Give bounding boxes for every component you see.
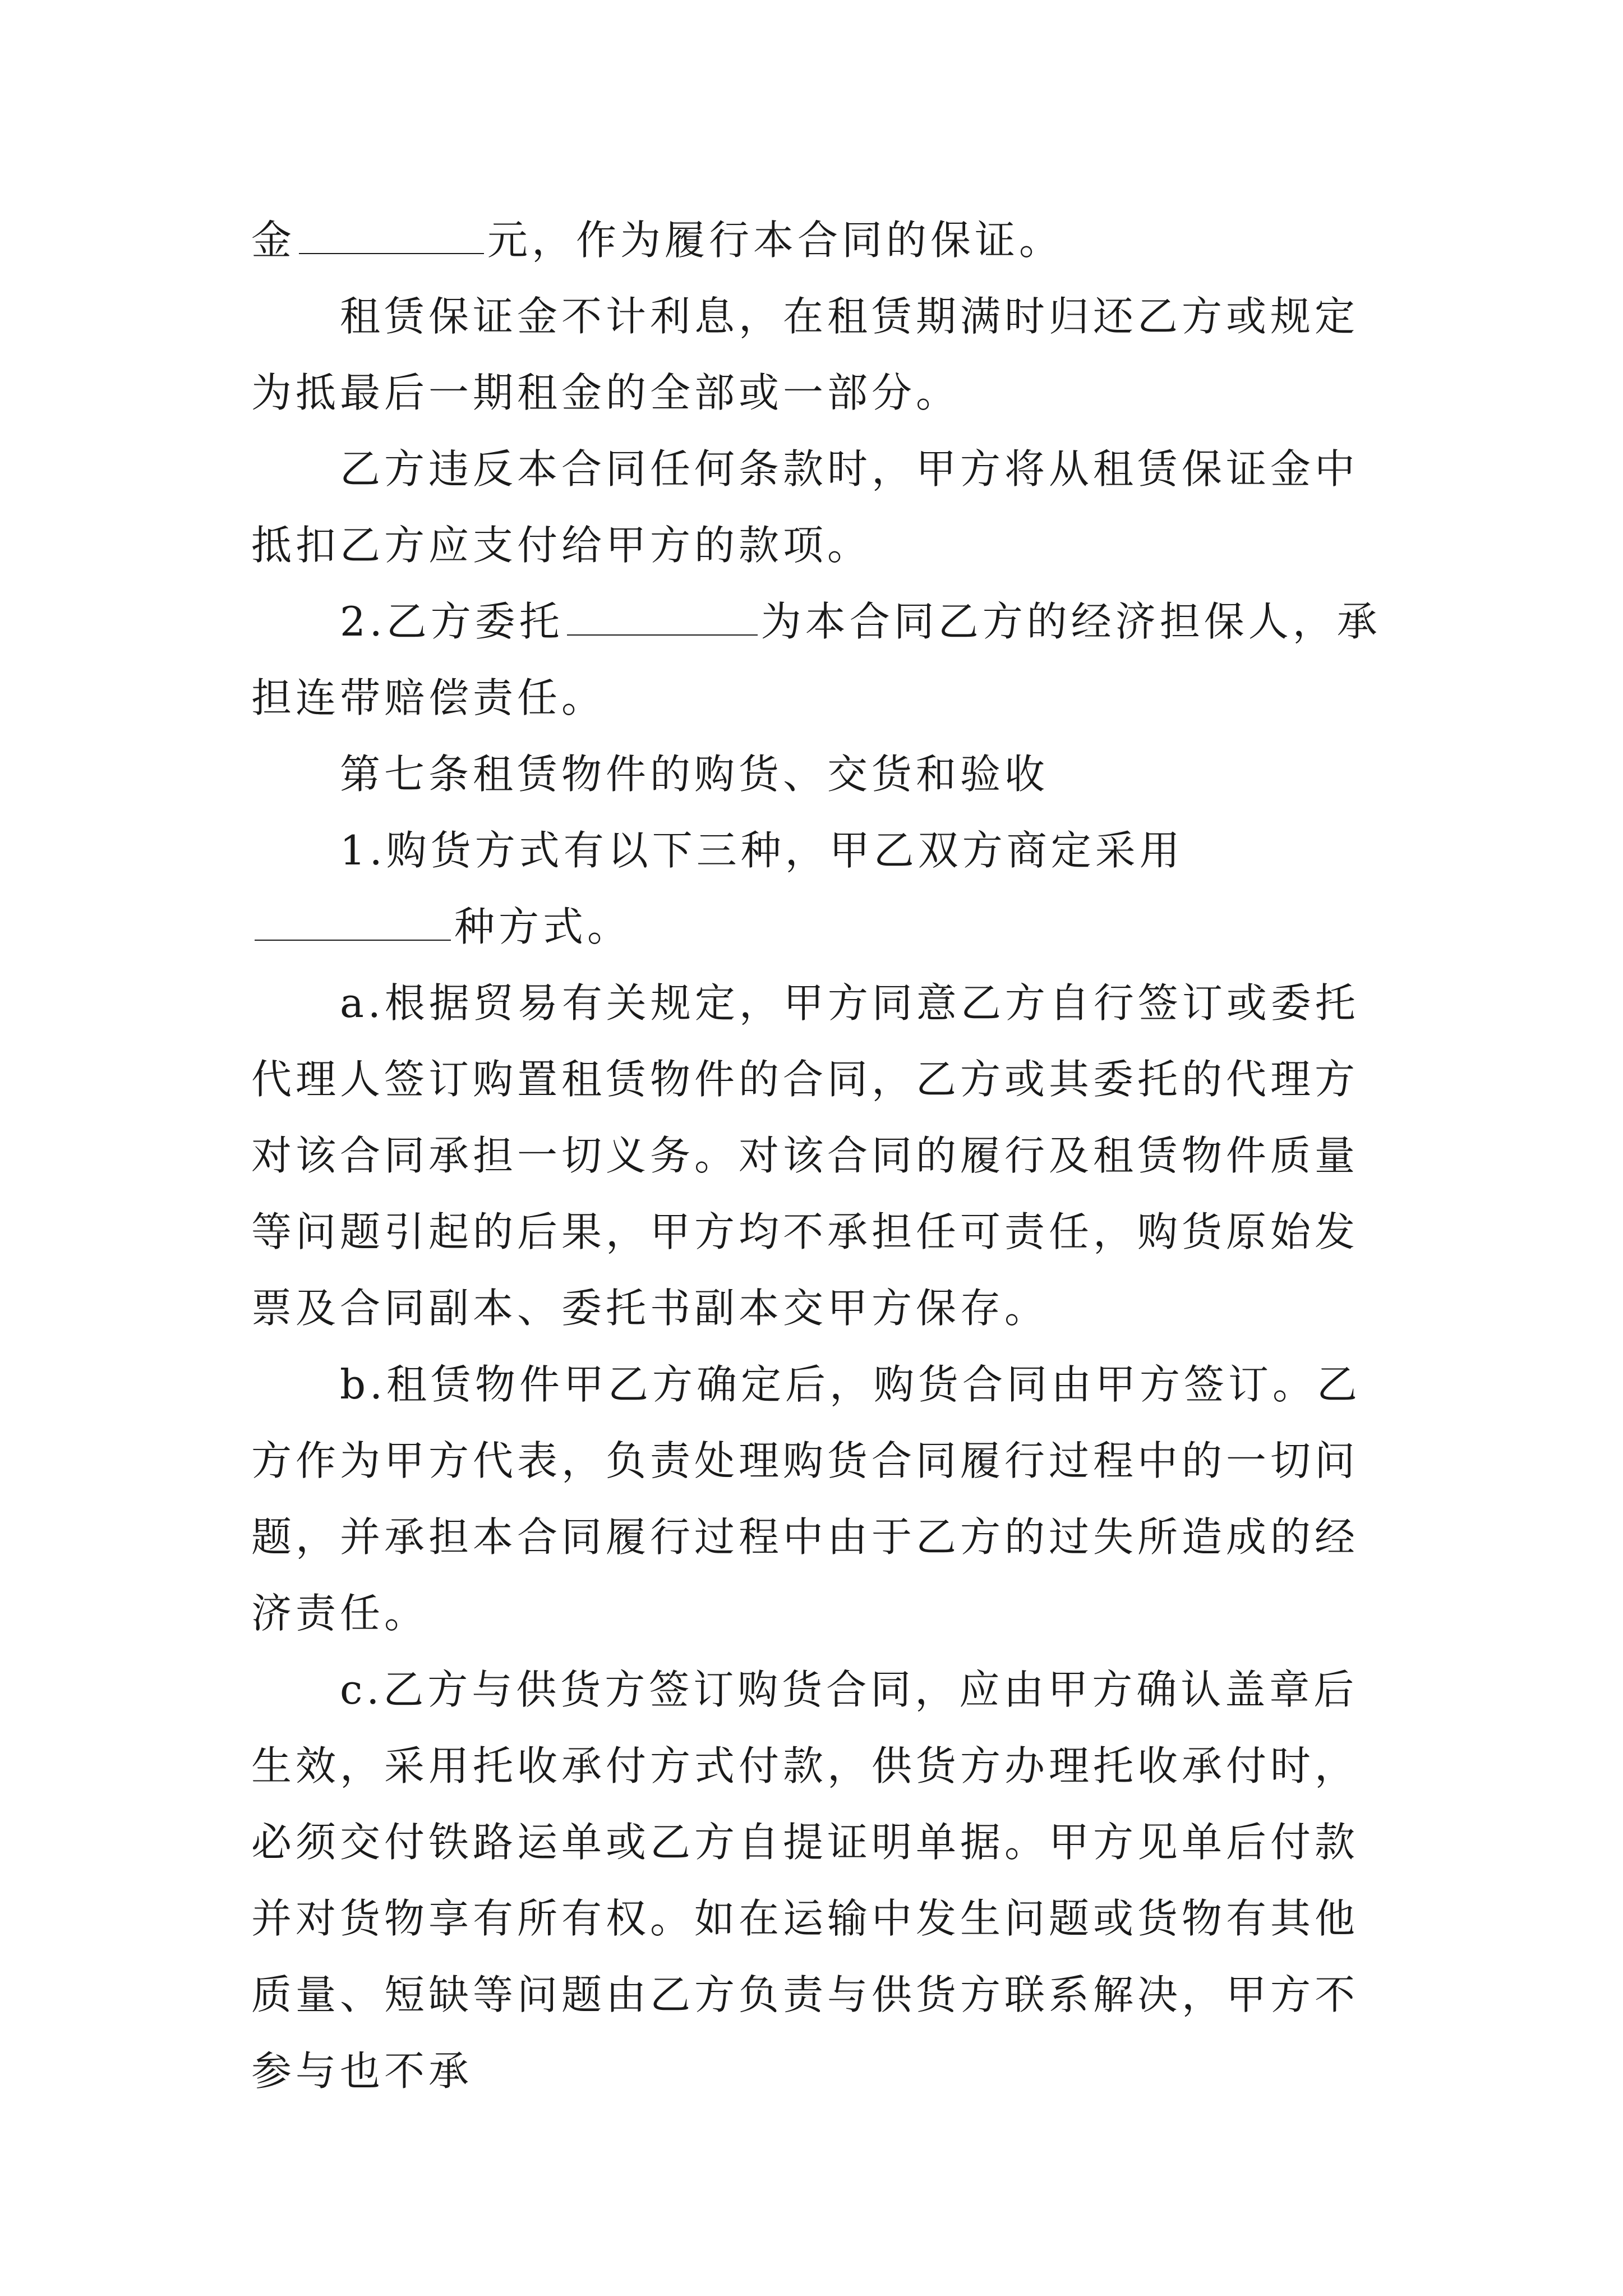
text-purchase-suffix: 种方式。 (454, 903, 632, 950)
paragraph-option-a: a.根据贸易有关规定，甲方同意乙方自行签订或委托代理人签订购置租赁物件的合同，乙方或其委托的代理方对该合同承担一切义务。对该合同的履行及租赁物件质量等问题引起的后果，甲方均不承担任可责任，购货原始发票及合同副本、委托书副本交甲方保存。 (251, 979, 1359, 1332)
paragraph-deposit-amount (251, 202, 1384, 278)
article-seven-heading: 第七条租赁物件的购货、交货和验收 (340, 751, 1049, 798)
paragraph-purchase-method (251, 812, 1384, 965)
text-guarantor-suffix: 为本合同乙方的经济担保人，承担连带赔偿责任。 (251, 598, 1381, 721)
text-deposit-prefix: 金 (251, 217, 296, 264)
document-page (251, 202, 1384, 2109)
purchase-method-blank (255, 906, 451, 941)
paragraph-option-b: b.租赁物件甲乙方确定后，购货合同由甲方签订。乙方作为甲方代表，负责处理购货合同履行过程中的一切问题，并承担本合同履行过程中由于乙方的过失所造成的经济责任。 (251, 1361, 1361, 1637)
text-guarantor-prefix: 2.乙方委托 (340, 598, 564, 645)
paragraph-deposit-deduction: 乙方违反本合同任何条款时，甲方将从租赁保证金中抵扣乙方应支付给甲方的款项。 (251, 445, 1359, 569)
text-deposit-suffix: 元，作为履行本合同的保证。 (487, 217, 1064, 264)
guarantor-name-blank (567, 601, 758, 636)
paragraph-deposit-interest: 租赁保证金不计利息，在租赁期满时归还乙方或规定为抵最后一期租金的全部或一部分。 (251, 293, 1359, 416)
text-purchase-prefix: 1.购货方式有以下三种，甲乙双方商定采用 (340, 827, 1184, 874)
paragraph-guarantor (251, 583, 1384, 736)
paragraph-option-c: c.乙方与供货方签订购货合同，应由甲方确认盖章后生效，采用托收承付方式付款，供货方办理托收承付时，必须交付铁路运单或乙方自提证明单据。甲方见单后付款并对货物享有所有权。如在运输中发生问题或货物有其他质量、短缺等问题由乙方负责与供货方联系解决，甲方不参与也不承 (251, 1666, 1359, 2095)
deposit-amount-blank (299, 219, 484, 254)
